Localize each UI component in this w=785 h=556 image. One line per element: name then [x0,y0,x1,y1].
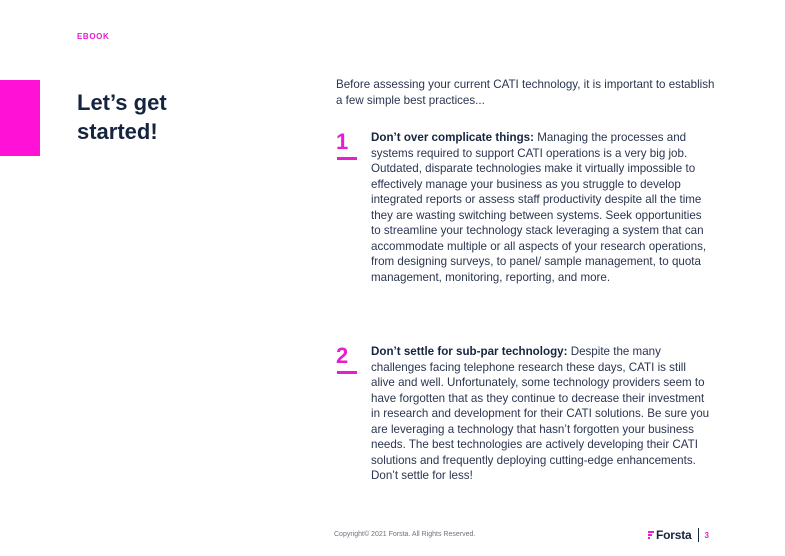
item-text-1 [371,130,711,285]
item-heading-2: Don’t settle for sub-par technology: [371,345,568,358]
title-line-1: Let’s get [77,90,167,115]
best-practice-item-2 [336,344,716,484]
title-line-2: started! [77,119,158,144]
ebook-label: EBOOK [77,32,110,41]
item-number-1: 1 [336,129,349,154]
forsta-logo-icon [648,530,654,540]
item-number-2: 2 [336,343,349,368]
intro-paragraph: Before assessing your current CATI technology, it is important to establish a few simple best practices... [336,78,715,107]
page-title [77,88,257,146]
best-practice-item-1 [336,130,716,285]
number-underline [337,371,357,374]
copyright-text: Copyright© 2021 Forsta. All Rights Reserved. [334,531,476,538]
footer-logo [648,527,709,543]
page-number: 3 [704,530,709,540]
number-underline [337,157,357,160]
item-body-2: Despite the many challenges facing telephone research these days, CATI is still alive and well. Unfortunately, some technology providers seem to have forgotten that as they continue to decrease their investment in research and development for their CATI solutions. Be sure you are leveraging a technology that hasn’t forgotten your business needs. The best technologies are actively developing their CATI solutions and frequently deploying cutting-edge enhancements. Don’t settle for less! [371,345,710,482]
item-heading-1: Don’t over complicate things: [371,131,534,144]
logo-text: Forsta [656,528,692,542]
item-body-1: Managing the processes and systems required to support CATI operations is a very big job. Outdated, disparate technologies make it virtually impossible to effectively manage your business as you struggle to develop integrated reports or assess staff productivity despite all the time they are wasting switching between systems. Seek opportunities to streamline your technology stack leveraging a system that can accommodate multiple or all aspects of your research operations, from designing surveys, to panel/ sample management, to quota management, monitoring, reporting, and more. [371,131,707,284]
footer-divider [698,528,699,542]
accent-bar [0,80,40,156]
item-text-2 [371,344,711,484]
